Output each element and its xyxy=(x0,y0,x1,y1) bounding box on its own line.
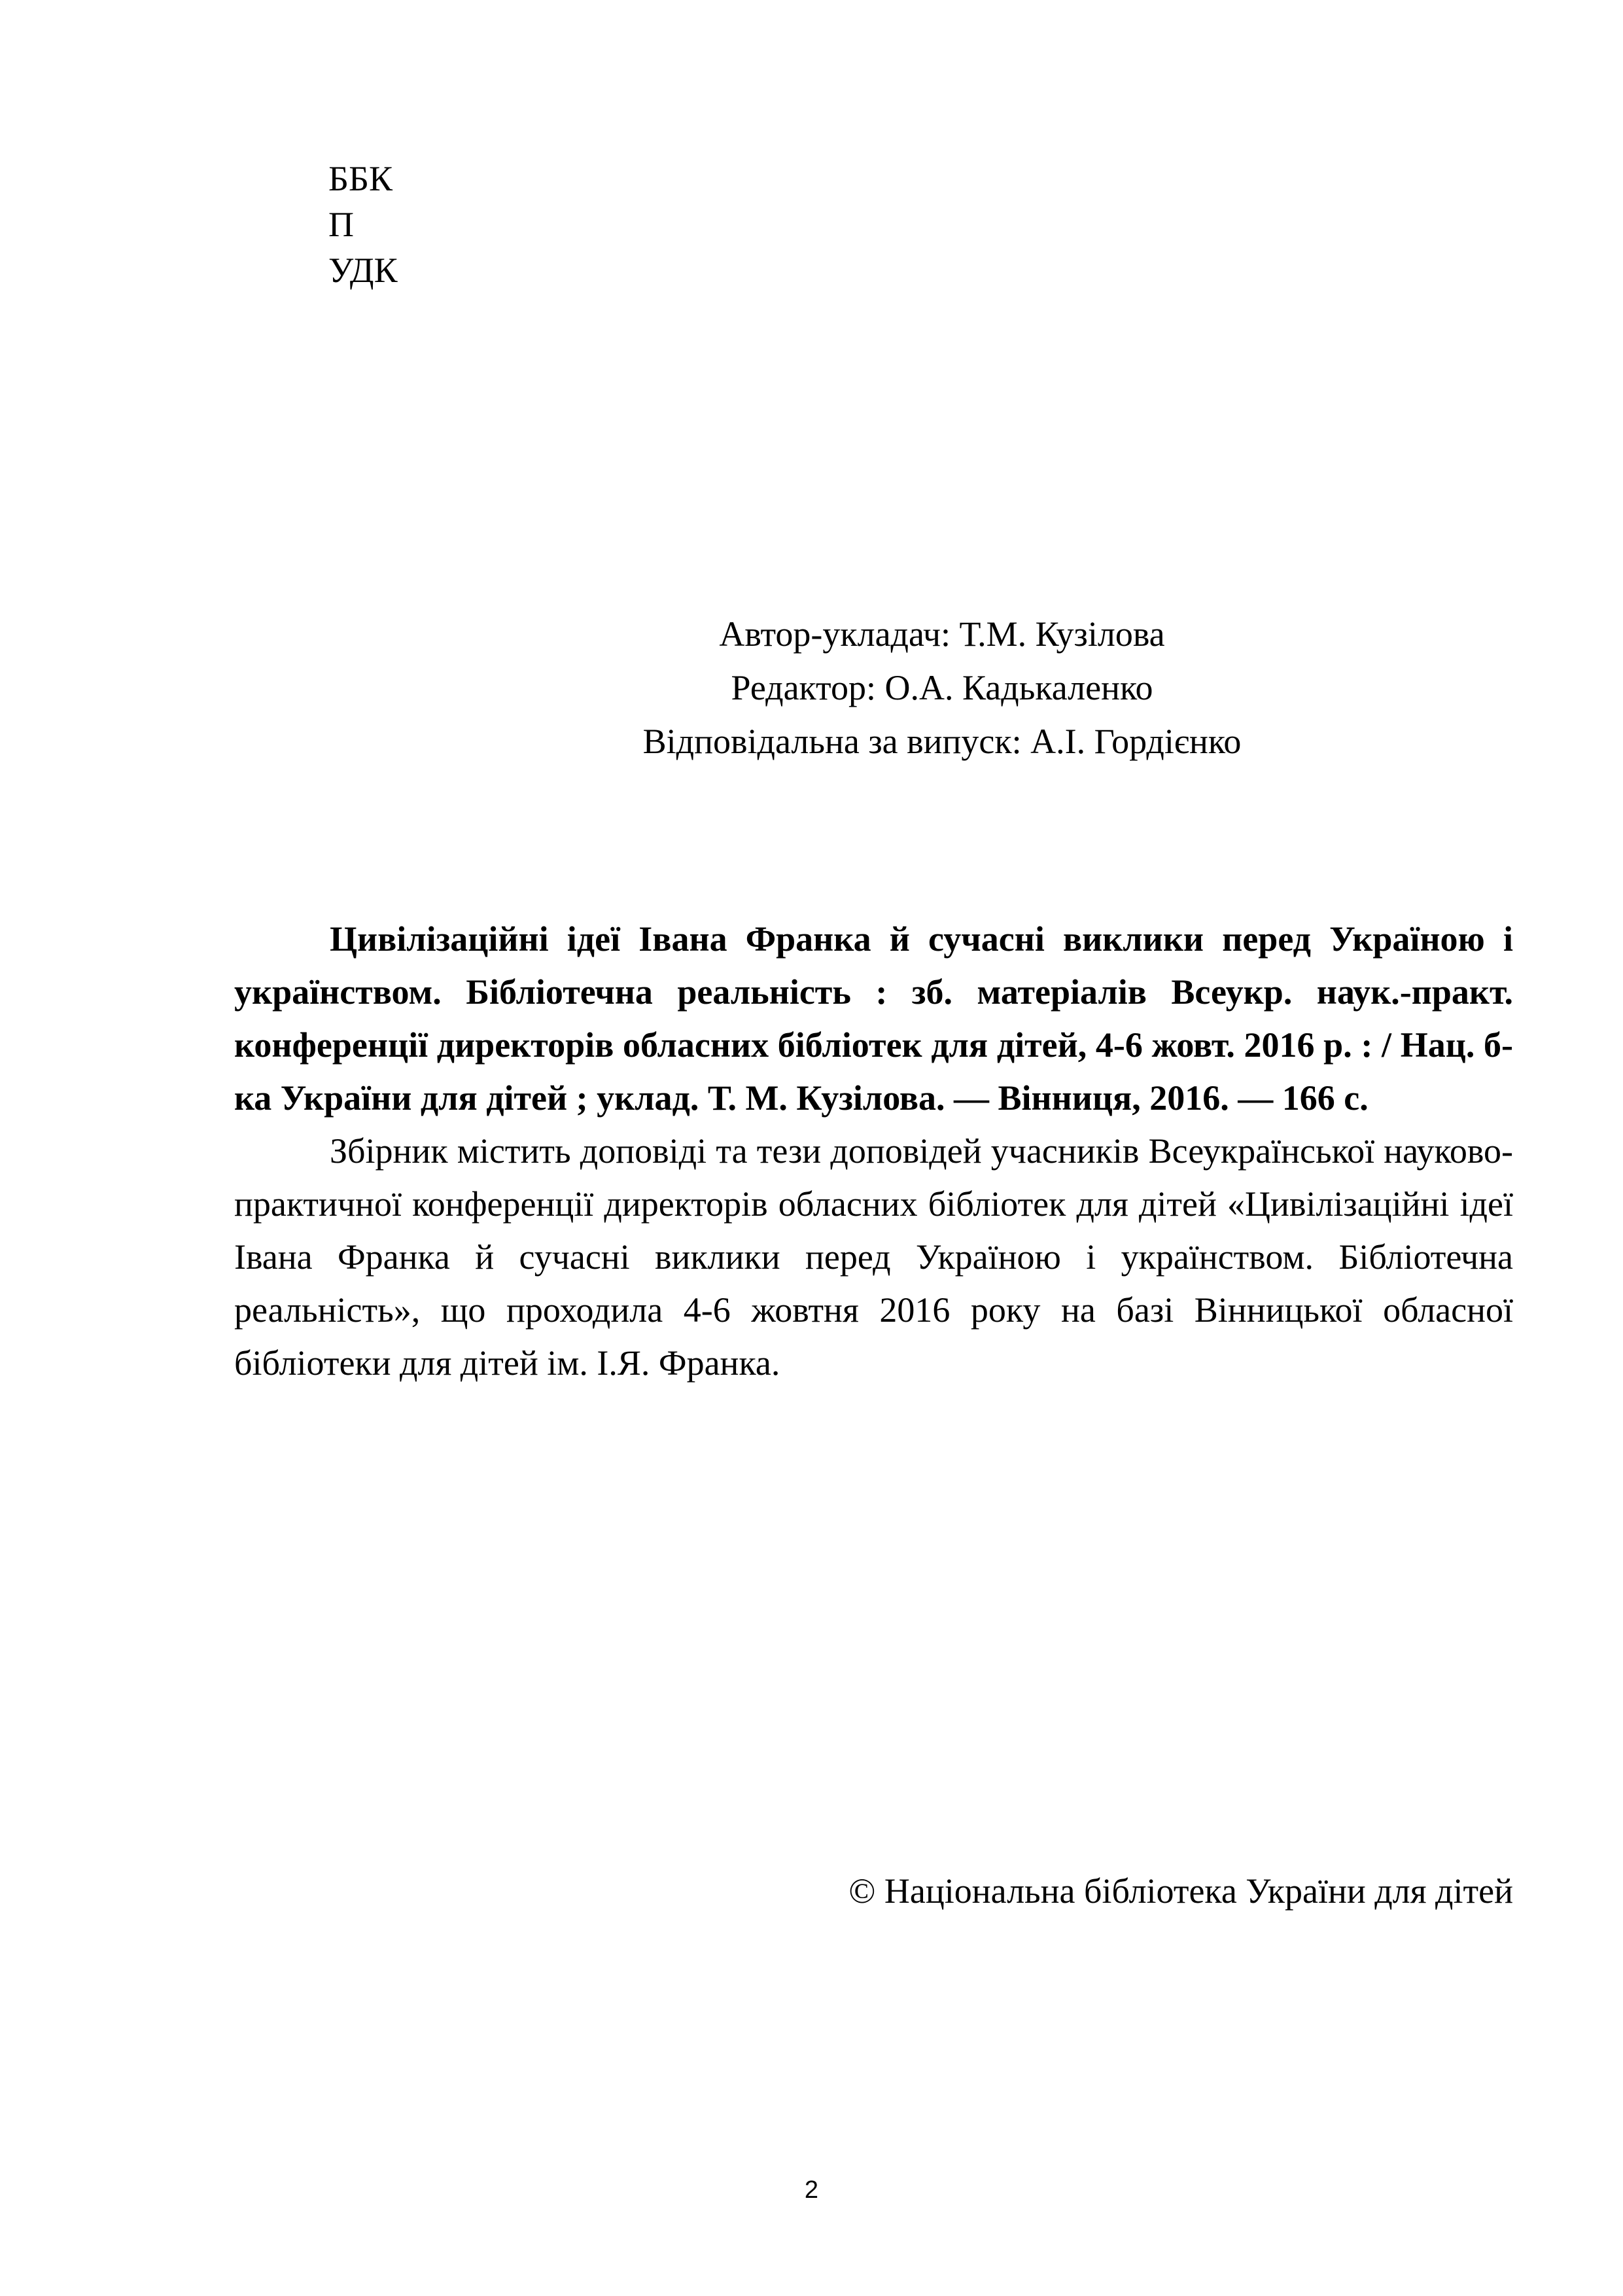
responsible-credit: Відповідальна за випуск: А.І. Гордієнко xyxy=(642,722,1242,761)
classification-codes xyxy=(328,156,398,293)
bibliographic-description xyxy=(234,913,1513,1390)
credits-block xyxy=(589,607,1295,768)
author-credit: Автор-укладач: Т.М. Кузілова xyxy=(719,614,1165,654)
editor-credit: Редактор: О.А. Кадькаленко xyxy=(731,668,1153,707)
bbk-code: ББК xyxy=(328,159,393,198)
annotation-paragraph: Збірник містить доповіді та тези доповідей учасників Всеукраїнської науково-практичної конференції директорів обласних бібліотек для дітей «Цивілізаційні ідеї Івана Франка й сучасні виклики перед Україною і українством. Бібліотечна реальність», що проходила 4-6 жовтня 2016 року на базі Вінницької обласної бібліотеки для дітей ім. І.Я. Франка. xyxy=(234,1131,1513,1383)
page-number: 2 xyxy=(804,2176,819,2204)
copyright-notice: © Національна бібліотека України для дітей xyxy=(848,1871,1513,1911)
p-code: П xyxy=(328,205,354,244)
bibliographic-citation: Цивілізаційні ідеї Івана Франка й сучасні виклики перед Україною і українством. Бібліотечна реальність : зб. матеріалів Всеукр. наук.-практ. конференції директорів обласних бібліотек для дітей, 4-6 жовт. 2016 р. : / Нац. б-ка України для дітей ; уклад. Т. М. Кузілова. — Вінниця, 2016. — 166 с. xyxy=(234,919,1513,1118)
udk-code: УДК xyxy=(328,251,398,290)
